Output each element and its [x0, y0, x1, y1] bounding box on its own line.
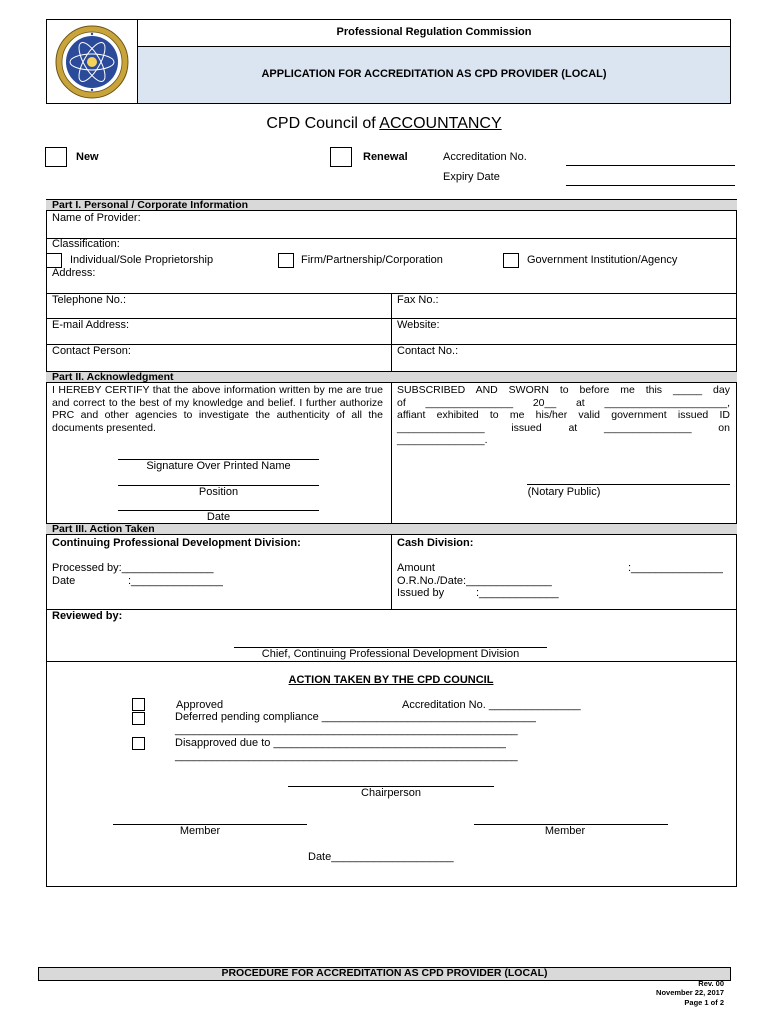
deferred-label[interactable]: Deferred pending compliance ___________________________________	[175, 711, 536, 723]
page-number: Page 1 of 2	[684, 998, 724, 1007]
reviewed-by-label: Reviewed by:	[52, 610, 123, 622]
issued-by-label: Issued by	[397, 587, 445, 599]
form-title: APPLICATION FOR ACCREDITATION AS CPD PROVIDER (LOCAL)	[261, 68, 607, 80]
rev-number: Rev. 00	[698, 979, 724, 988]
email-label[interactable]: E-mail Address:	[52, 319, 130, 331]
sworn-line-4: _______________ issued at _______________ on	[397, 421, 730, 434]
renewal-checkbox[interactable]	[330, 147, 352, 167]
prc-seal-logo	[54, 24, 130, 100]
council-name: ACCOUNTANCY	[379, 115, 502, 132]
firm-label: Firm/Partnership/Corporation	[301, 254, 443, 266]
disapproved-label[interactable]: Disapproved due to ______________________________________	[175, 737, 506, 749]
position-label: Position	[198, 486, 239, 498]
column-divider	[391, 293, 392, 371]
cpd-division-label: Continuing Professional Development Division:	[52, 537, 301, 549]
individual-checkbox[interactable]	[46, 253, 62, 268]
expiry-date-field[interactable]	[566, 185, 735, 186]
deferred-checkbox[interactable]	[132, 712, 145, 725]
row-divider	[46, 661, 737, 662]
disapproved-continuation[interactable]: ________________________________________________________	[175, 750, 518, 762]
website-label[interactable]: Website:	[397, 319, 440, 331]
column-divider	[391, 383, 392, 523]
cpd-date-field[interactable]: :_______________	[128, 575, 223, 587]
approved-checkbox[interactable]	[132, 698, 145, 711]
provider-name-label[interactable]: Name of Provider:	[52, 212, 141, 224]
amount-field[interactable]: :_______________	[628, 562, 723, 574]
member-label-right: Member	[544, 825, 586, 837]
sworn-line-2: of _______________ 20__ at _____________________,	[397, 396, 730, 409]
part1-heading: Part I. Personal / Corporate Information	[46, 199, 737, 211]
date-label: Date	[206, 511, 231, 523]
column-divider	[391, 535, 392, 609]
council-title	[0, 115, 768, 133]
cpd-date-label: Date	[52, 575, 76, 587]
notary-label: (Notary Public)	[527, 486, 601, 498]
government-checkbox[interactable]	[503, 253, 519, 268]
expiry-date-label: Expiry Date	[443, 171, 500, 183]
new-checkbox[interactable]	[45, 147, 67, 167]
row-divider	[46, 318, 737, 319]
row-divider	[46, 609, 737, 610]
contact-no-label[interactable]: Contact No.:	[397, 345, 459, 357]
chief-label: Chief, Continuing Professional Development Division	[261, 648, 520, 660]
renewal-label: Renewal	[363, 151, 408, 163]
part3-heading: Part III. Action Taken	[46, 523, 737, 535]
council-action-heading: ACTION TAKEN BY THE CPD COUNCIL	[288, 674, 494, 686]
council-accreditation-no[interactable]: Accreditation No. _______________	[402, 699, 581, 711]
new-label: New	[76, 151, 99, 163]
amount-label: Amount	[397, 562, 435, 574]
certification-text: I HEREBY CERTIFY that the above information written by me are true and correct to the best of my knowledge and belief. I further authorize PRC and other agencies to investigate the authenticity of all the documents presented.	[52, 384, 383, 434]
accreditation-no-field[interactable]	[566, 165, 735, 166]
signature-label: Signature Over Printed Name	[146, 460, 291, 472]
or-no-field[interactable]: O.R.No./Date:______________	[397, 575, 552, 587]
procedure-title: PROCEDURE FOR ACCREDITATION AS CPD PROVIDER (LOCAL)	[221, 967, 548, 979]
processed-by-field[interactable]: Processed by:_______________	[52, 562, 214, 574]
telephone-label[interactable]: Telephone No.:	[52, 294, 126, 306]
row-divider	[46, 238, 737, 239]
sworn-line-5: _______________.	[397, 434, 488, 446]
accreditation-no-label: Accreditation No.	[443, 151, 527, 163]
government-label: Government Institution/Agency	[527, 254, 678, 266]
council-date-field[interactable]: Date____________________	[308, 851, 454, 863]
fax-label[interactable]: Fax No.:	[397, 294, 439, 306]
rev-date: November 22, 2017	[656, 988, 724, 997]
row-divider	[46, 344, 737, 345]
firm-checkbox[interactable]	[278, 253, 294, 268]
notary-line[interactable]	[527, 484, 730, 485]
classification-label: Classification:	[52, 238, 120, 250]
address-label[interactable]: Address:	[52, 267, 96, 279]
issued-by-field[interactable]: :_____________	[476, 587, 559, 599]
disapproved-checkbox[interactable]	[132, 737, 145, 750]
member-label-left: Member	[179, 825, 221, 837]
individual-label: Individual/Sole Proprietorship	[70, 254, 214, 266]
deferred-continuation[interactable]: ________________________________________________________	[175, 724, 518, 736]
org-name: Professional Regulation Commission	[336, 26, 532, 38]
part2-heading: Part II. Acknowledgment	[46, 371, 737, 383]
council-prefix: CPD Council of	[266, 115, 380, 132]
sworn-line-1: SUBSCRIBED AND SWORN to before me this _____ day	[397, 384, 730, 396]
cash-division-label: Cash Division:	[397, 537, 474, 549]
chairperson-label: Chairperson	[361, 787, 421, 799]
sworn-line-3: affiant exhibited to me his/her valid government issued ID	[397, 409, 730, 421]
approved-label: Approved	[176, 699, 224, 711]
contact-person-label[interactable]: Contact Person:	[52, 345, 131, 357]
